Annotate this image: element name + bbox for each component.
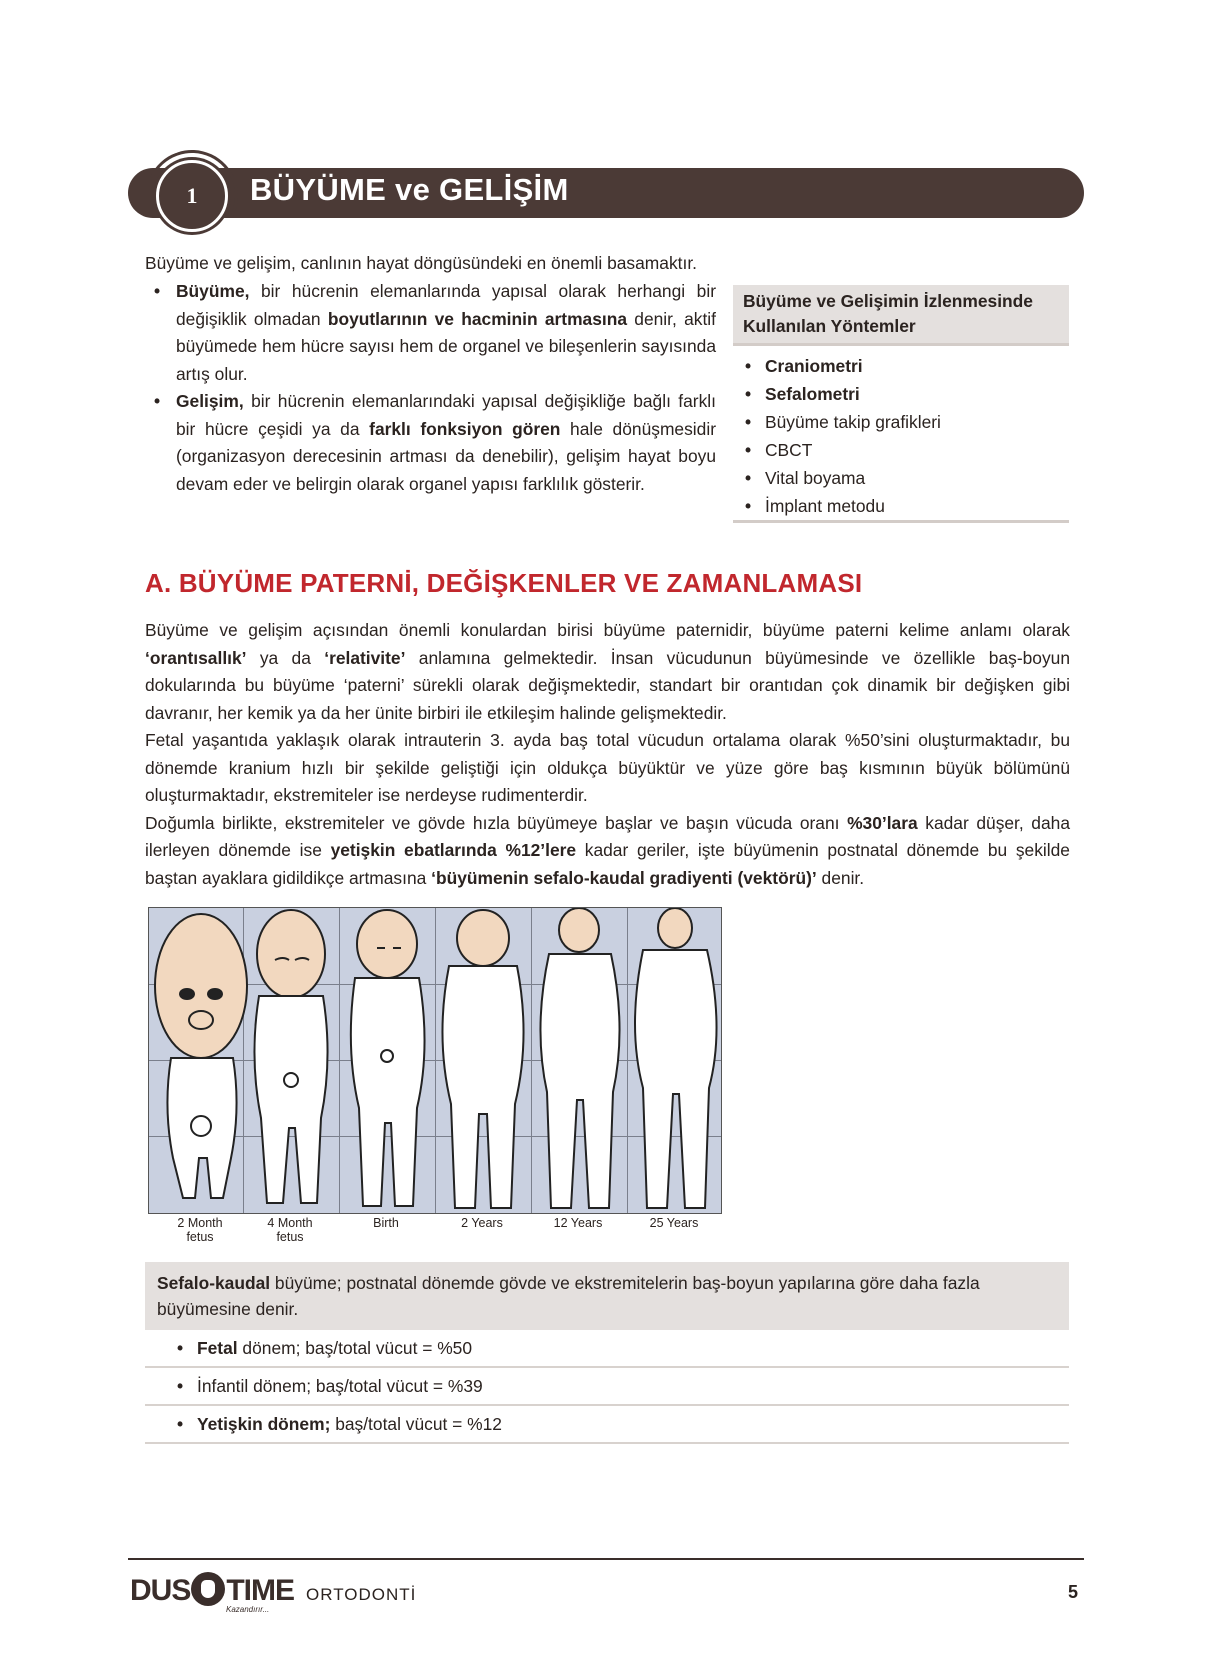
figure-caption: 2 Years xyxy=(461,1216,503,1230)
figure-caption: 25 Years xyxy=(649,1216,699,1230)
body-text xyxy=(145,617,1070,892)
tooth-icon xyxy=(191,1572,225,1606)
definition-list xyxy=(148,278,716,498)
ratio-item: • Yetişkin dönem; baş/total vücut = %12 xyxy=(145,1406,1069,1444)
method-item: • Sefalometri xyxy=(733,380,1069,408)
figure-25-years xyxy=(635,908,717,1208)
figure-caption: 12 Years xyxy=(553,1216,603,1230)
footer-divider xyxy=(128,1558,1084,1560)
brand-tagline: Kazandırır... xyxy=(226,1605,270,1614)
methods-box-title: Büyüme ve Gelişimin İzlenmesinde Kullanılan Yöntemler xyxy=(733,285,1069,346)
paragraph: Doğumla birlikte, ekstremiteler ve gövde hızla büyümeye başlar ve başın vücuda oranı %30’lara kadar düşer, daha ilerleyen dönemde ise yetişkin ebatlarında %12’lere kadar geriler, işte büyümenin postnatal dönemde bu şekilde baştan ayaklara gidildikçe artmasına ‘büyümenin sefalo-kaudal gradiyenti (vektörü)’ denir. xyxy=(145,812,1070,888)
ratio-item: • İnfantil dönem; baş/total vücut = %39 xyxy=(145,1368,1069,1406)
method-item: • CBCT xyxy=(733,436,1069,464)
section-title: A. BÜYÜME PATERNİ, DEĞİŞKENLER VE ZAMANLAMASI xyxy=(145,568,863,598)
figure-2-years xyxy=(442,910,523,1208)
intro-text: Büyüme ve gelişim, canlının hayat döngüsündeki en önemli basamaktır. xyxy=(145,253,697,273)
ratio-list xyxy=(145,1330,1069,1444)
paragraph: Büyüme ve gelişim açısından önemli konulardan birisi büyüme paternidir, büyüme paterni kelime anlamı olarak ‘orantısallık’ ya da ‘relativite’ anlamına gelmektedir. İnsan vücudunun büyümesinde ve özellikle baş-boyun dokularında bu büyüme ‘paterni’ sürekli olarak değişmektedir, standart bir orantıdan çok dinamik bir değişken gibi davranır, her kemik ya da her ünite birbiri ile etkileşim halinde gelişmektedir. xyxy=(145,620,1070,723)
note-definition: Sefalo-kaudal büyüme; postnatal dönemde gövde ve ekstremitelerin baş-boyun yapılarına göre daha fazla büyümesine denir. xyxy=(145,1262,1069,1330)
figure-caption: 2 Month fetus xyxy=(177,1216,223,1244)
footer-subject: ORTODONTİ xyxy=(306,1585,417,1604)
method-item: • Craniometri xyxy=(733,352,1069,380)
figure-captions xyxy=(148,1214,720,1250)
chapter-title: BÜYÜME ve GELİŞİM xyxy=(250,172,569,207)
definition-term: Gelişim, xyxy=(176,391,244,411)
figure-caption: Birth xyxy=(373,1216,399,1230)
brand-logo: DUS TIME xyxy=(130,1574,295,1607)
method-item: • İmplant metodu xyxy=(733,492,1069,520)
figure-illustration xyxy=(149,908,721,1213)
definition-term: Büyüme, xyxy=(176,281,250,301)
methods-list xyxy=(733,346,1069,523)
chapter-number: 1 xyxy=(156,160,228,232)
method-item: • Vital boyama xyxy=(733,464,1069,492)
ratio-item: • Fetal dönem; baş/total vücut = %50 xyxy=(145,1330,1069,1368)
page-number: 5 xyxy=(1068,1582,1079,1602)
body-proportion-figure xyxy=(148,907,720,1250)
figure-caption: 4 Month fetus xyxy=(267,1216,313,1244)
paragraph: Fetal yaşantıda yaklaşık olarak intrauterin 3. ayda baş total vücudun ortalama olarak %50’sini oluşturmaktadır, bu dönemde kranium hızlı bir şekilde geliştiği için oldukça büyüktür ve yüze göre baş kısmının büyük bölümünü oluşturmaktadır, ekstremiteler ise nerdeyse rudimenterdir. xyxy=(145,730,1070,805)
sefalo-kaudal-note xyxy=(145,1262,1069,1444)
methods-box xyxy=(733,285,1069,523)
definition-item: • Gelişim, bir hücrenin elemanlarındaki yapısal değişikliğe bağlı farklı bir hücre çeşidi ya da farklı fonksiyon gören hale dönüşmesidir (organizasyon derecesinin artması da denebilir), gelişim hayat boyu devam eder ve belirgin olarak organel yapısı farklılık gösterir. xyxy=(148,388,716,498)
fetus-4-month xyxy=(254,910,327,1203)
figure-12-years xyxy=(540,908,619,1208)
figure-birth xyxy=(351,910,425,1206)
definition-item: • Büyüme, bir hücrenin elemanlarında yapısal olarak herhangi bir değişiklik olmadan boyutlarının ve hacminin artmasına denir, aktif büyümede hem hücre sayısı hem de organel ve bileşenlerin sayısında artış olur. xyxy=(148,278,716,388)
figure-grid xyxy=(148,907,722,1214)
method-item: • Büyüme takip grafikleri xyxy=(733,408,1069,436)
fetus-2-month xyxy=(155,914,247,1198)
